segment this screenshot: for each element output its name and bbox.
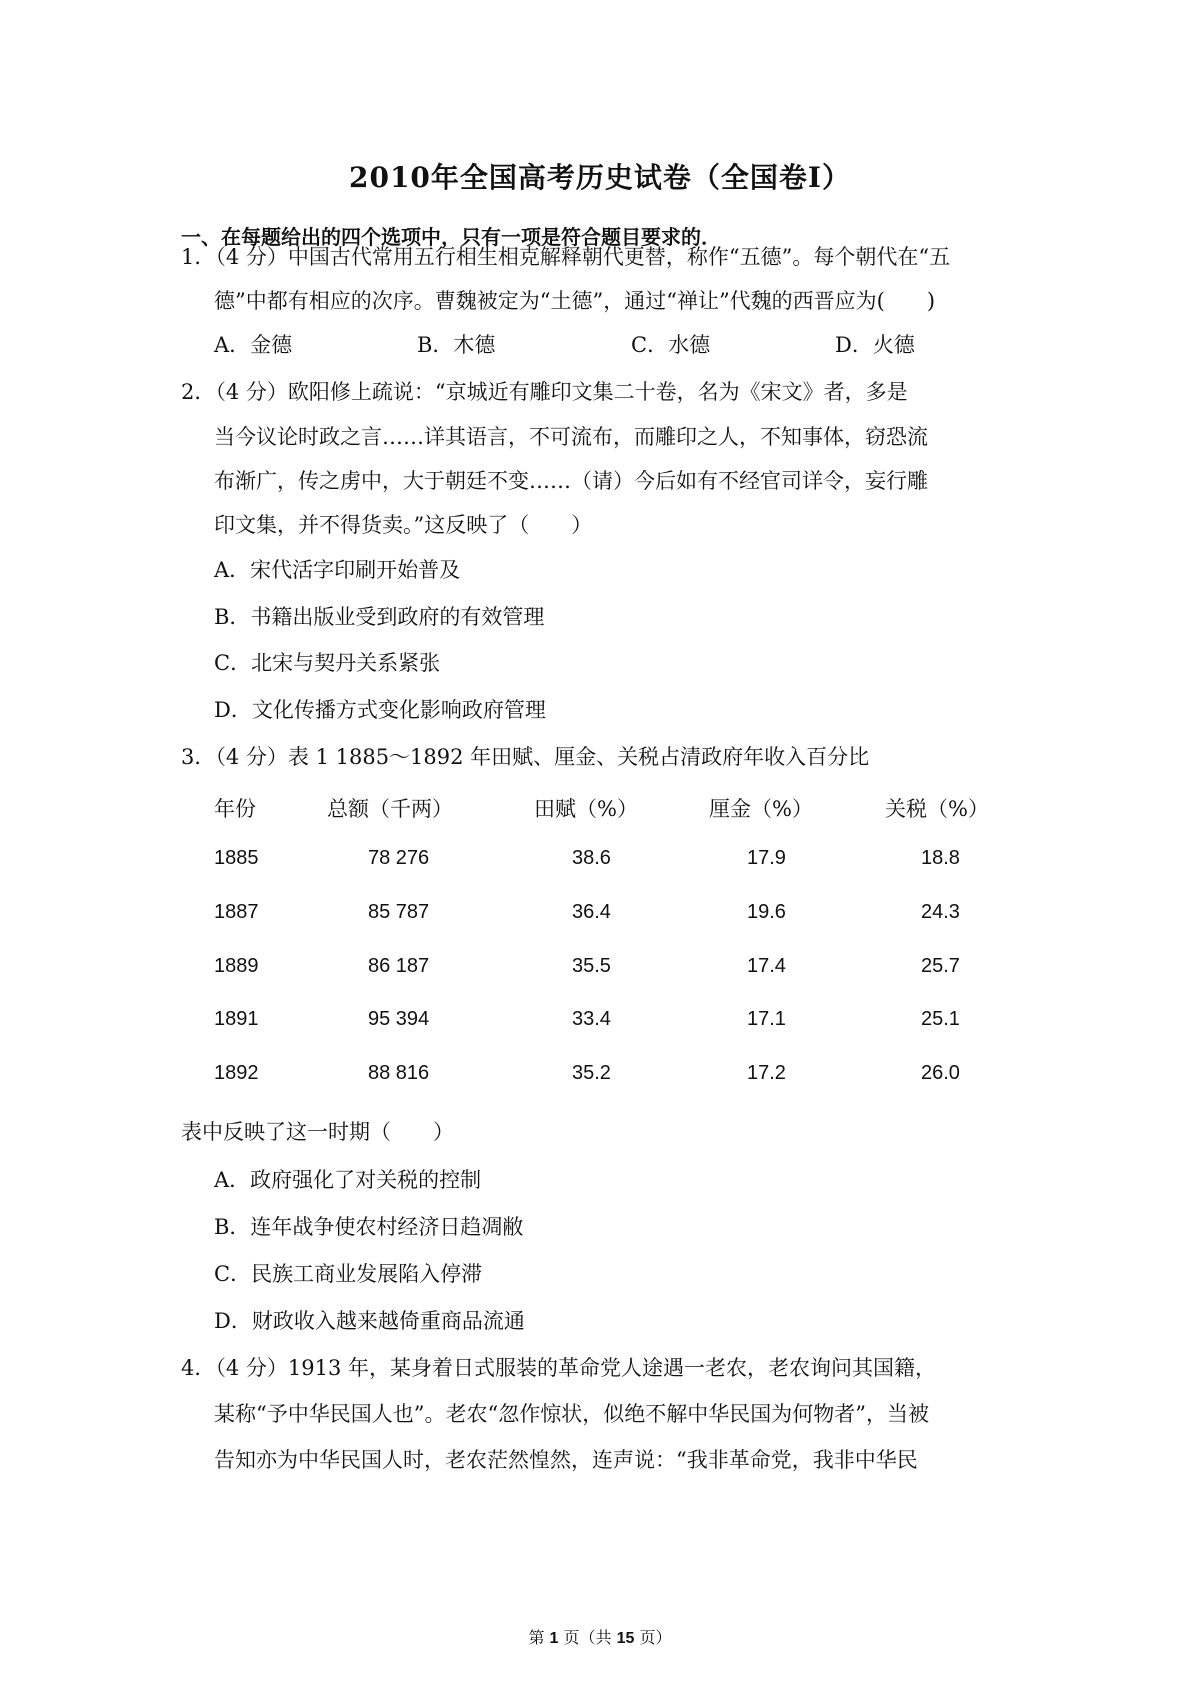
table-header-cell: 关税（%）: [885, 797, 989, 821]
question-1-option-b: B．木德: [417, 333, 496, 357]
table-cell: 88 816: [368, 1062, 430, 1084]
question-1-option-d: D．火德: [835, 333, 915, 357]
table-cell: 1887: [214, 901, 259, 923]
page-title: 2010年全国高考历史试卷（全国卷Ⅰ）: [348, 161, 852, 194]
question-4-line-3: 告知亦为中华民国人时，老农茫然惶然，连声说：“我非革命党，我非中华民: [214, 1448, 918, 1472]
table-row: [0, 1008, 1200, 1038]
table-header-cell: 年份: [214, 797, 256, 821]
question-2-option-a: A．宋代活字印刷开始普及: [214, 558, 461, 582]
question-3-option-c: C．民族工商业发展陷入停滞: [214, 1262, 483, 1286]
question-4-line-1: 4．（4 分）1913 年，某身着日式服装的革命党人途遇一老农，老农询问其国籍，: [181, 1356, 937, 1380]
table-cell: 18.8: [921, 847, 960, 869]
table-cell: 17.1: [747, 1008, 786, 1030]
footer-suffix: 页）: [639, 1628, 672, 1647]
question-2-line-4: 印文集，并不得货卖。”这反映了（ ）: [214, 513, 593, 537]
table-cell: 35.2: [572, 1062, 611, 1084]
table-cell: 1889: [214, 955, 259, 977]
table-row: [0, 901, 1200, 931]
page-footer: [0, 1625, 1200, 1648]
table-cell: 38.6: [572, 847, 611, 869]
question-3-stem: 表中反映了这一时期（ ）: [181, 1120, 454, 1144]
table-row: [0, 847, 1200, 877]
table-cell: 36.4: [572, 901, 611, 923]
question-2-line-3: 布渐广，传之虏中，大于朝廷不变……（请）今后如有不经官司详令，妄行雕: [214, 469, 928, 493]
question-2-option-d: D．文化传播方式变化影响政府管理: [214, 698, 546, 722]
footer-prefix: 第: [528, 1628, 545, 1647]
table-cell: 85 787: [368, 901, 430, 923]
question-2-option-c: C．北宋与契丹关系紧张: [214, 651, 441, 675]
table-cell: 17.4: [747, 955, 786, 977]
table-cell: 95 394: [368, 1008, 430, 1030]
table-cell: 17.2: [747, 1062, 786, 1084]
section-heading: 一、在每题给出的四个选项中，只有一项是符合题目要求的．: [181, 225, 721, 249]
table-cell: 25.7: [921, 955, 960, 977]
question-4-line-2: 某称“予中华民国人也”。老农“忽作惊状，似绝不解中华民国为何物者”，当被: [214, 1402, 929, 1426]
table-header-row: [0, 793, 1200, 823]
table-cell: 24.3: [921, 901, 960, 923]
question-1-line-2: 德”中都有相应的次序。曹魏被定为“土德”，通过“禅让”代魏的西晋应为( ): [214, 289, 936, 313]
table-row: [0, 955, 1200, 985]
table-header-cell: 总额（千两）: [327, 797, 453, 821]
question-2-option-b: B．书籍出版业受到政府的有效管理: [214, 605, 545, 629]
table-cell: 1892: [214, 1062, 259, 1084]
footer-total-pages: 15: [616, 1630, 635, 1647]
table-cell: 78 276: [368, 847, 430, 869]
footer-page-number: 1: [549, 1630, 559, 1647]
table-header-cell: 田赋（%）: [534, 797, 638, 821]
table-cell: 86 187: [368, 955, 430, 977]
question-2-line-2: 当今议论时政之言……详其语言，不可流布，而雕印之人，不知事体，窃恐流: [214, 425, 928, 449]
question-3-option-a: A．政府强化了对关税的控制: [214, 1168, 482, 1192]
table-cell: 33.4: [572, 1008, 611, 1030]
table-cell: 25.1: [921, 1008, 960, 1030]
table-cell: 35.5: [572, 955, 611, 977]
question-1-line-1: 1．（4 分）中国古代常用五行相生相克解释朝代更替，称作“五德”。每个朝代在“五: [181, 245, 951, 269]
table-row: [0, 1062, 1200, 1092]
question-3-line-1: 3．（4 分）表 1 1885～1892 年田赋、厘金、关税占清政府年收入百分比: [181, 745, 870, 769]
question-3-option-b: B．连年战争使农村经济日趋凋敝: [214, 1215, 524, 1239]
question-3-option-d: D．财政收入越来越倚重商品流通: [214, 1309, 525, 1333]
table-cell: 1885: [214, 847, 259, 869]
footer-middle: 页（共: [563, 1628, 612, 1647]
question-2-line-1: 2．（4 分）欧阳修上疏说：“京城近有雕印文集二十卷，名为《宋文》者，多是: [181, 380, 908, 404]
table-cell: 19.6: [747, 901, 786, 923]
table-cell: 17.9: [747, 847, 786, 869]
question-1-option-a: A．金德: [214, 333, 293, 357]
table-header-cell: 厘金（%）: [709, 797, 813, 821]
question-1-option-c: C．水德: [631, 333, 711, 357]
table-cell: 26.0: [921, 1062, 960, 1084]
table-cell: 1891: [214, 1008, 259, 1030]
